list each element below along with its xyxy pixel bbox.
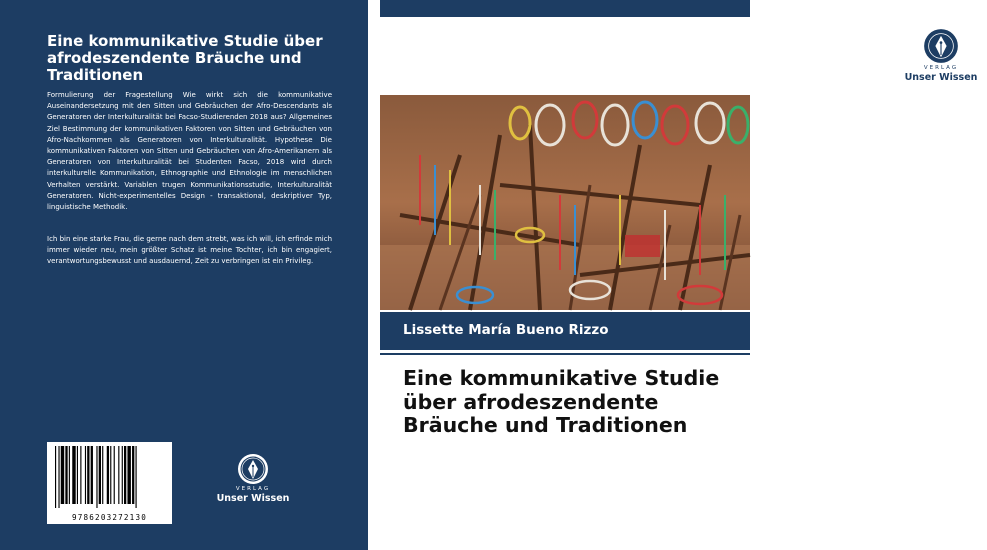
author-name: Lissette María Bueno Rizzo [403, 322, 609, 338]
publisher-name: Unser Wissen [216, 493, 290, 504]
divider-rule [380, 353, 750, 355]
isbn-number: 9786203272130 [71, 513, 148, 522]
publisher-verlag-label: VERLAG [235, 486, 271, 492]
publisher-verlag-label: VERLAG [923, 65, 959, 71]
isbn-barcode [47, 442, 172, 524]
back-cover-title: Eine kommunikative Studie über afrodeszendente Bräuche und Traditionen [47, 32, 323, 84]
author-bio: Ich bin eine starke Frau, die gerne nach dem strebt, was ich will, ich erfinde mich immer wieder neu, mein größter Schatz ist meine Tochter, ich bin engagiert, verantwortungsbewusst und ausdauernd, Zeit zu verbringen ist ein Privileg. [47, 235, 332, 266]
front-top-bar [380, 0, 750, 17]
book-description: Formulierung der Fragestellung Wie wirkt sich die kommunikative Auseinandersetzung mit den Sitten und Gebräuchen der Afro-Descendants als Generatoren der Interkulturalität bei Facso-Studierenden 2018 aus? Allgemeines Ziel Bestimmung der kommunikativen Faktoren von Sitten und Gebräuchen von Afro-Nachkommen als Generatoren von Interkulturalität. Hypothese Die kommunikativen Faktoren von Sitten und Gebräuchen von Afro-Amerikanern als Generatoren von Interkulturalität bei Studenten Facso, 2018 wird durch interkulturelle Kommunikation, Ethnographie und Ethnologie im menschlichen Verhalten verstärkt. Variablen trugen Kommunikationsstudie, Interkulturalität Generatoren. Nicht-experimentelles Design - transaktional, deskriptiver Typ, linguistische Methodik. [47, 91, 332, 212]
barcode-icon [47, 442, 172, 512]
author-band [380, 312, 750, 350]
spine-gap [368, 0, 380, 550]
publisher-logo-back [208, 453, 298, 504]
cover-photo-beaded-jewelry [380, 95, 750, 310]
pen-nib-emblem-icon [923, 28, 959, 64]
publisher-logo-front [895, 28, 987, 83]
back-cover [0, 0, 368, 550]
front-cover [380, 0, 978, 550]
front-cover-title: Eine kommunikative Studie über afrodeszendente Bräuche und Traditionen [403, 366, 720, 437]
pen-nib-emblem-icon [237, 453, 269, 485]
publisher-name: Unser Wissen [904, 72, 978, 83]
